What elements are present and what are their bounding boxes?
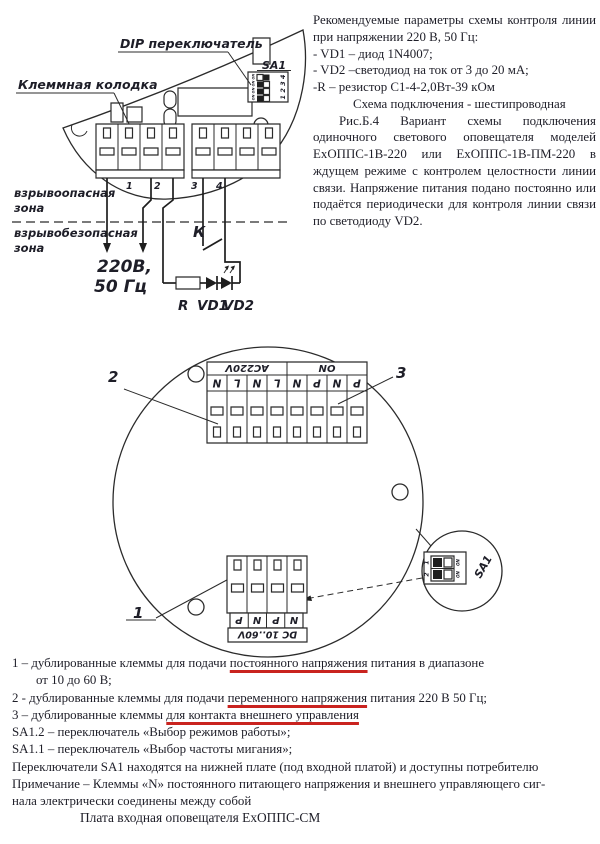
callout-pos-2: 2 — [423, 572, 431, 577]
note-line-9: нала электрически соединены между собой — [12, 794, 252, 809]
ref-3-label: 3 — [396, 364, 407, 382]
terminal-pair-4: 4 — [216, 181, 223, 192]
svg-text:N: N — [289, 614, 299, 625]
supply-voltage-label: 220В, — [97, 257, 152, 277]
note-line-4: 3 – дублированные клеммы для контакта внешнего управления — [12, 707, 359, 722]
zone-boundary — [12, 186, 292, 255]
ref-2-label: 2 — [108, 368, 119, 386]
svg-text:P: P — [235, 614, 243, 625]
cable-notch — [71, 125, 87, 136]
led-vd2-symbol — [221, 277, 232, 289]
svg-text:ON: ON — [455, 571, 461, 578]
svg-text:N: N — [252, 376, 262, 389]
svg-text:N: N — [252, 614, 262, 625]
ac220v-header: AC220V — [225, 362, 269, 373]
underlined-term: постоянного напряжения — [229, 656, 368, 670]
terminal-pair-2: 2 — [154, 181, 161, 192]
resistor-label: R — [178, 298, 189, 314]
dip-position-numbers: 1 2 3 4 — [279, 74, 287, 100]
on-header: ON — [318, 362, 336, 373]
dip-switch-sa1 — [248, 59, 291, 102]
hazard-zone-label: взрывоопасная — [14, 186, 116, 200]
underlined-term: для контакта внешнего управления — [166, 707, 359, 722]
sa1-detail-callout — [416, 529, 502, 611]
svg-text:P: P — [353, 376, 361, 389]
paragraph: Схема подключения - шестипроводная — [353, 96, 566, 111]
paragraph: - VD1 – диод 1N4007; — [313, 46, 433, 61]
dip-switch-label: DIP переключатель — [120, 36, 263, 51]
svg-text:L: L — [273, 376, 281, 389]
callout-sa1-label: SA1 — [471, 553, 495, 581]
dip-on-markings: ON ON ON ON — [251, 73, 256, 101]
note-line-1: 1 – дублированные клеммы для подачи постоянного напряжения питания в диапазоне — [12, 656, 485, 670]
figure1-wiring-diagram — [0, 0, 312, 322]
paragraph: - VD2 –светодиод на ток от 3 до 20 мА; — [313, 63, 529, 78]
vd2-label: VD2 — [223, 298, 255, 314]
callout-pos-1: 1 — [423, 560, 431, 565]
svg-text:N: N — [212, 376, 222, 389]
dc-terminal-block — [227, 556, 307, 642]
svg-text:зона: зона — [14, 201, 45, 215]
dc-range-label: DC 10..60V — [237, 628, 298, 640]
note-line-7: Переключатели SA1 находятся на нижней плате (под входной платой) и доступны потребителю — [12, 759, 539, 774]
note-line-6: SA1.1 – переключатель «Выбор частоты мигания»; — [12, 742, 293, 757]
svg-text:N: N — [292, 376, 302, 389]
mounting-hole — [392, 484, 408, 500]
safe-zone-label: взрывобезопасная — [14, 226, 138, 240]
svg-text:N: N — [332, 376, 342, 389]
terminal-block — [96, 124, 280, 192]
mounting-hole — [188, 599, 204, 615]
paragraph: Рекомендуемые параметры схемы контроля линии при напряжении 220 В, 50 Гц: — [313, 13, 596, 44]
svg-text:P: P — [272, 614, 280, 625]
svg-text:зона: зона — [14, 241, 45, 255]
figure-title: Плата входная оповещателя ЕхОППС-СМ — [80, 810, 321, 825]
terminal-pair-1: 1 — [126, 181, 133, 192]
svg-text:L: L — [233, 376, 241, 389]
mounting-hole — [188, 366, 204, 382]
paragraph: -R – резистор С1-4-2,0Вт-39 кОм — [313, 80, 495, 95]
description-text-block — [313, 12, 596, 230]
legend-notes — [12, 655, 598, 811]
resistor-symbol — [176, 277, 200, 289]
note-line-5: SA1.2 – переключатель «Выбор режимов работы»; — [12, 725, 291, 740]
contact-k-label: К — [193, 223, 206, 241]
svg-text:ON: ON — [455, 559, 461, 566]
ref-1-label: 1 — [133, 604, 144, 622]
figure-caption-b4: Рис.Б.4 Вариант схемы подключения одиночного светового оповещателя моделей ЕхОППС-1В-220 или ЕхОППС-1В-ПМ-220 в ждущем режиме с контролем целостности линии связи. Напряжение питания подано постоянно или подаётся периодически для контроля линии связи по светодиоду VD2. — [313, 113, 596, 229]
figure2-input-board — [60, 338, 520, 668]
svg-text:50 Гц: 50 Гц — [94, 277, 148, 297]
vd1-label: VD1 — [197, 298, 229, 314]
terminal-block-label: Клеммная колодка — [18, 77, 158, 92]
note-line-3: 2 - дублированные клеммы для подачи переменного напряжения питания 220 В 50 Гц; — [12, 690, 487, 705]
svg-text:P: P — [313, 376, 321, 389]
note-line-8: Примечание – Клеммы «N» постоянного питающего напряжения и внешнего управляющего сиг- — [12, 776, 546, 791]
diode-vd1-symbol — [206, 277, 217, 289]
sa1-label: SA1 — [262, 59, 287, 72]
note-line-2: от 10 до 60 В; — [36, 673, 112, 688]
terminal-pair-3: 3 — [191, 181, 198, 192]
ac-terminal-strip — [207, 362, 367, 443]
underlined-term: переменного напряжения — [227, 690, 368, 705]
